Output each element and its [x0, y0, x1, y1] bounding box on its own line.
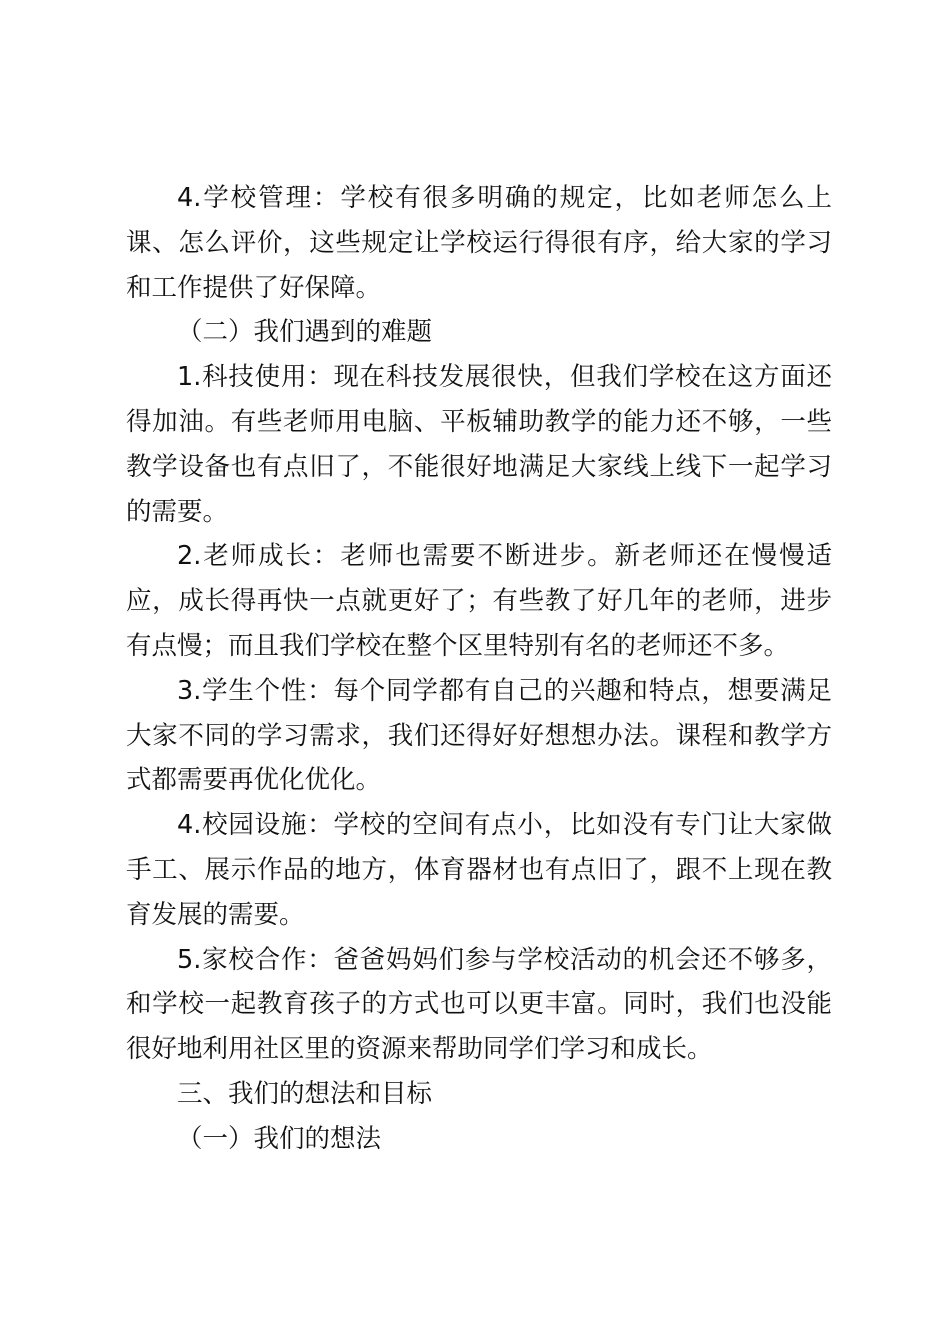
paragraph-school-management: 4.学校管理：学校有很多明确的规定，比如老师怎么上课、怎么评价，这些规定让学校运行得很有序，给大家的学习和工作提供了好保障。: [126, 183, 832, 303]
paragraph-student-individuality: 3.学生个性：每个同学都有自己的兴趣和特点，想要满足大家不同的学习需求，我们还得好好想想办法。课程和教学方式都需要再优化优化。: [126, 675, 832, 796]
document-page: [126, 176, 832, 1162]
paragraph-technology-use: 1.科技使用：现在科技发展很快，但我们学校在这方面还得加油。有些老师用电脑、平板辅助教学的能力还不够，一些教学设备也有点旧了，不能很好地满足大家线上线下一起学习的需要。: [126, 362, 832, 527]
heading-our-ideas: （一）我们的想法: [177, 1123, 382, 1154]
paragraph-teacher-growth: 2.老师成长：老师也需要不断进步。新老师还在慢慢适应，成长得再快一点就更好了；有些教了好几年的老师，进步有点慢；而且我们学校在整个区里特别有名的老师还不多。: [126, 541, 832, 661]
paragraph-home-school-cooperation: 5.家校合作：爸爸妈妈们参与学校活动的机会还不够多，和学校一起教育孩子的方式也可以更丰富。同时，我们也没能很好地利用社区里的资源来帮助同学们学习和成长。: [126, 944, 832, 1065]
heading-ideas-and-goals: 三、我们的想法和目标: [177, 1078, 433, 1109]
heading-difficulties: （二）我们遇到的难题: [177, 317, 433, 348]
paragraph-campus-facilities: 4.校园设施：学校的空间有点小，比如没有专门让大家做手工、展示作品的地方，体育器材也有点旧了，跟不上现在教育发展的需要。: [126, 810, 832, 930]
